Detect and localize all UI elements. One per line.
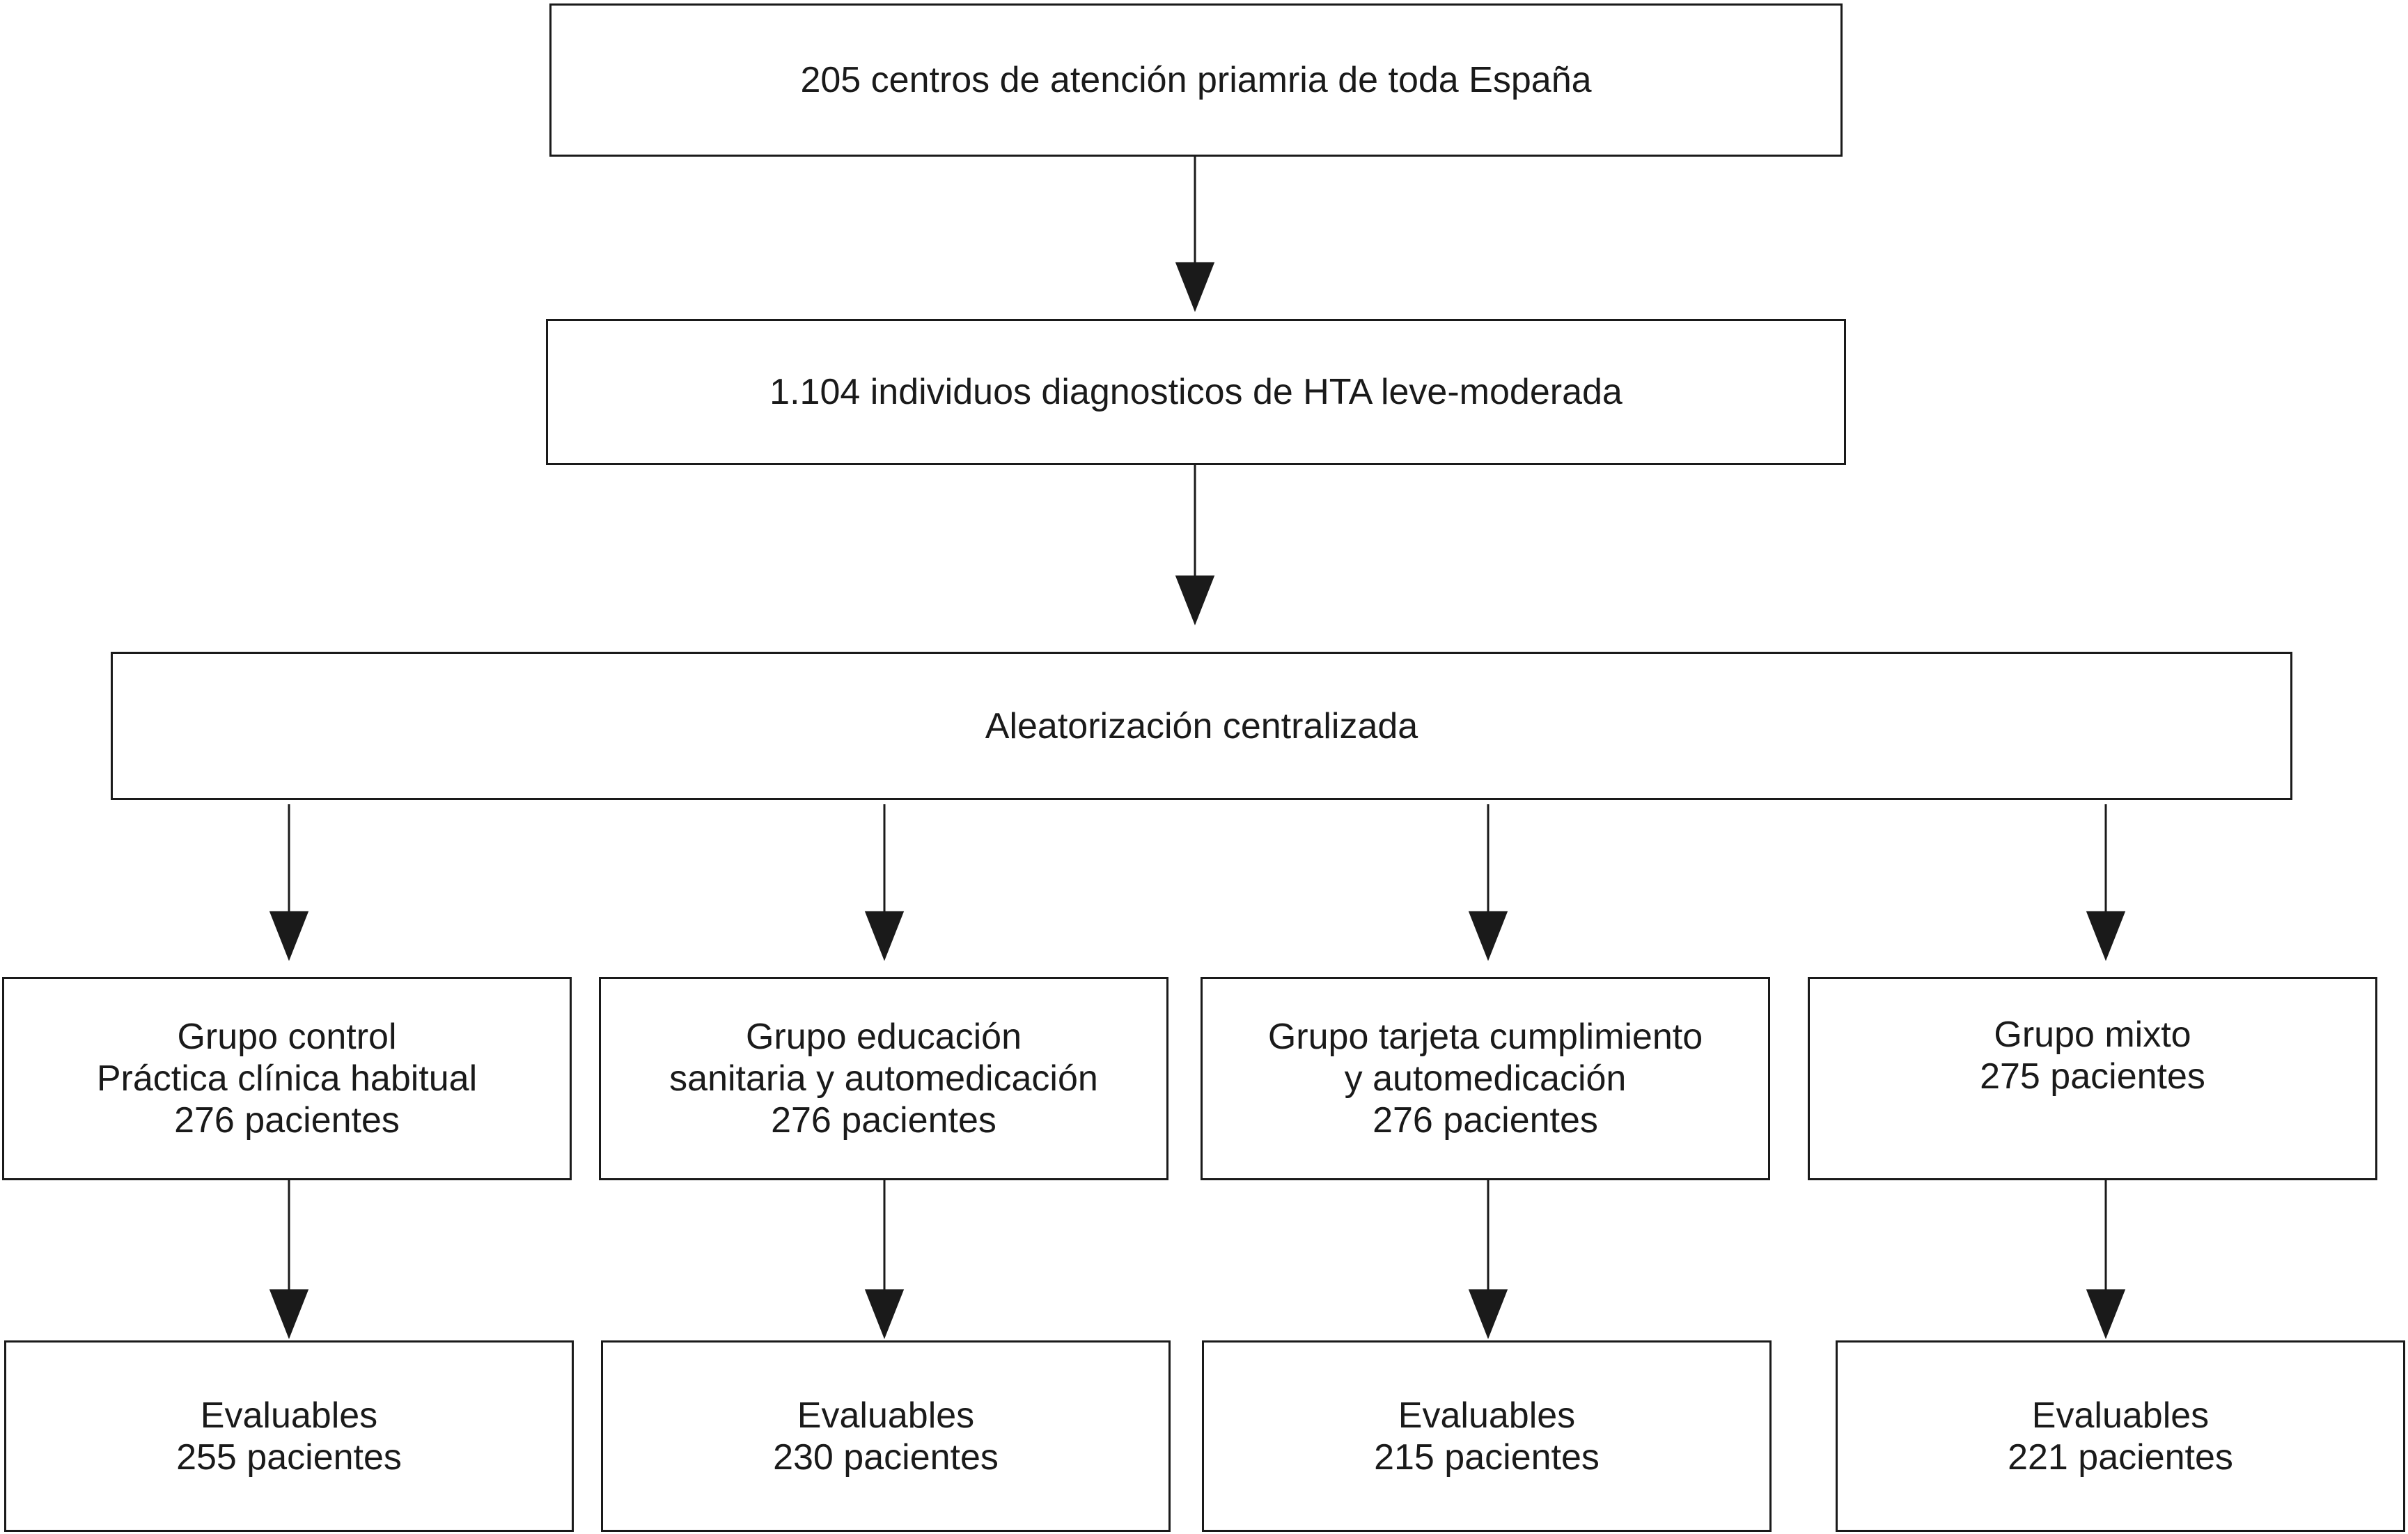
arrowhead-group-1-to-evaluable — [271, 1290, 307, 1336]
group-title: Grupo tarjeta cumplimiento — [1267, 1017, 1703, 1057]
evaluable-label: Evaluables — [2031, 1395, 2210, 1436]
group-title: Grupo mixto — [1994, 1015, 2191, 1055]
group-mixed-box — [1808, 977, 2377, 1180]
group-compliance-card-box — [1201, 977, 1770, 1180]
randomization-box — [111, 652, 2292, 800]
arrowhead-randomization-to-group-4 — [2088, 912, 2124, 958]
evaluable-label: Evaluables — [797, 1395, 975, 1436]
arrowhead-randomization-to-group-1 — [271, 912, 307, 958]
group-title: Grupo control — [177, 1017, 397, 1057]
group-patient-count: 276 pacientes — [1373, 1100, 1598, 1141]
group-description: sanitaria y automedicación — [669, 1058, 1098, 1099]
group-education-box — [599, 977, 1168, 1180]
evaluable-compliance-card-box — [1202, 1340, 1772, 1532]
diagnosed-individuals-label: 1.104 individuos diagnosticos de HTA leve-moderada — [769, 372, 1623, 412]
evaluable-count: 230 pacientes — [773, 1437, 999, 1478]
source-centers-box — [549, 3, 1843, 157]
group-control-box — [2, 977, 572, 1180]
group-patient-count: 275 pacientes — [1980, 1056, 2205, 1097]
group-title: Grupo educación — [745, 1017, 1022, 1057]
randomization-label: Aleatorización centralizada — [985, 705, 1418, 746]
evaluable-count: 215 pacientes — [1374, 1437, 1600, 1478]
group-patient-count: 276 pacientes — [174, 1100, 400, 1141]
source-centers-label: 205 centros de atención priamria de toda España — [800, 60, 1592, 100]
arrowhead-group-2-to-evaluable — [866, 1290, 902, 1336]
evaluable-label: Evaluables — [200, 1395, 378, 1436]
evaluable-control-box — [4, 1340, 574, 1532]
group-description: Práctica clínica habitual — [96, 1058, 478, 1099]
arrowhead-randomization-to-group-3 — [1470, 912, 1506, 958]
arrowhead-top-to-second — [1177, 263, 1213, 309]
evaluable-count: 255 pacientes — [176, 1437, 402, 1478]
evaluable-mixed-box — [1836, 1340, 2405, 1532]
arrowhead-second-to-randomization — [1177, 577, 1213, 623]
evaluable-count: 221 pacientes — [2008, 1437, 2233, 1478]
arrowhead-group-4-to-evaluable — [2088, 1290, 2124, 1336]
group-patient-count: 276 pacientes — [771, 1100, 996, 1141]
diagnosed-individuals-box — [546, 319, 1846, 465]
arrowhead-group-3-to-evaluable — [1470, 1290, 1506, 1336]
evaluable-education-box — [601, 1340, 1171, 1532]
evaluable-label: Evaluables — [1398, 1395, 1576, 1436]
arrowhead-randomization-to-group-2 — [866, 912, 902, 958]
group-description: y automedicación — [1344, 1058, 1627, 1099]
